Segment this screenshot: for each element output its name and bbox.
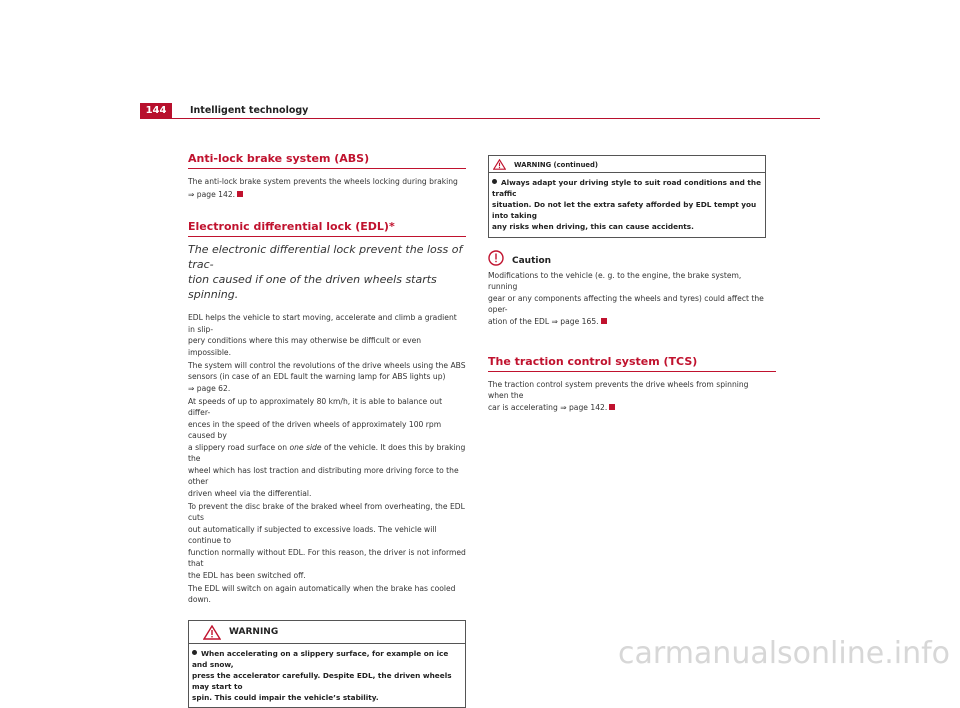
section-end-mark [601,318,607,324]
warning-body [189,643,465,708]
caution-text [488,270,766,328]
caution-line-3: ation of the EDL ⇒ page 165. [488,317,599,326]
header-rule [172,118,820,119]
edl-paragraph-2 [188,360,466,395]
abs-page-ref[interactable]: ⇒ page 142. [188,190,235,199]
warning-line-3: spin. This could impair the vehicle’s stability. [192,693,379,702]
warning-continued-text [492,177,762,232]
edl-p4-line-1: To prevent the disc brake of the braked wheel from overheating, the EDL cuts [188,502,465,523]
tcs-line-2: car is accelerating ⇒ page 142. [488,403,607,412]
warning-continued-body [489,172,765,237]
warning-continued-line-1: Always adapt your driving style to suit road conditions and the traffic [492,178,761,198]
footer-watermark: carmanualsonline.info [618,636,950,671]
left-column [188,152,466,708]
edl-p3-line-4: wheel which has lost traction and distributing more driving force to the other [188,466,459,487]
edl-heading: Electronic differential lock (EDL)* [188,220,466,237]
warning-triangle-icon [203,625,221,640]
warning-line-1: When accelerating on a slippery surface, for example on ice and snow, [192,649,448,669]
edl-p3-line-1: At speeds of up to approximately 80 km/h, it is able to balance out differ- [188,397,442,418]
edl-paragraph-1 [188,312,466,358]
warning-continued-header [489,156,765,172]
caution-line-2: gear or any components affecting the wheels and tyres) could affect the oper- [488,294,764,315]
edl-p2-page-ref[interactable]: ⇒ page 62. [188,384,230,393]
warning-box [188,620,466,708]
bullet-icon [492,179,497,184]
warning-text [192,648,462,703]
edl-p1-line-1: EDL helps the vehicle to start moving, accelerate and climb a gradient in slip- [188,313,457,334]
tcs-text [488,379,766,414]
tcs-heading: The traction control system (TCS) [488,355,776,372]
edl-p4-line-2: out automatically if subjected to excessive loads. The vehicle will continue to [188,525,437,546]
warning-continued-box [488,155,766,238]
edl-p3-line-3a: a slippery road surface on [188,443,289,452]
edl-p2-line-1: The system will control the revolutions of the drive wheels using the ABS [188,361,466,370]
edl-paragraph-3 [188,396,466,500]
edl-p2-line-2: sensors (in case of an EDL fault the warning lamp for ABS lights up) [188,372,446,381]
bullet-icon [192,650,197,655]
edl-paragraph-5: The EDL will switch on again automatically when the brake has cooled down. [188,583,466,606]
warning-continued-title: WARNING (continued) [514,161,598,169]
section-end-mark [609,404,615,410]
page-number: 144 [140,103,172,119]
abs-text-line-1: The anti-lock brake system prevents the wheels locking during braking [188,176,466,188]
right-column [488,155,766,415]
edl-p1-line-2: pery conditions where this may otherwise be difficult or even impossible. [188,336,421,357]
caution-header [488,250,766,266]
running-title: Intelligent technology [190,105,308,116]
warning-triangle-icon [493,159,506,170]
edl-paragraph-4 [188,501,466,582]
edl-subtitle [188,242,466,302]
edl-subtitle-line-1: The electronic differential lock prevent the loss of trac- [188,242,466,272]
abs-heading: Anti-lock brake system (ABS) [188,152,466,169]
warning-continued-line-3: any risks when driving, this can cause accidents. [492,222,694,231]
caution-exclamation-icon [488,250,504,266]
warning-line-2: press the accelerator carefully. Despite EDL, the driven wheels may start to [192,671,452,691]
warning-continued-line-2: situation. Do not let the extra safety afforded by EDL tempt you into taking [492,200,756,220]
tcs-line-1: The traction control system prevents the drive wheels from spinning when the [488,380,749,401]
edl-p4-line-3: function normally without EDL. For this reason, the driver is not informed that [188,548,466,569]
edl-p4-line-4: the EDL has been switched off. [188,571,306,580]
section-end-mark [237,191,243,197]
edl-p3-line-5: driven wheel via the differential. [188,489,311,498]
caution-line-1: Modifications to the vehicle (e. g. to the engine, the brake system, running [488,271,741,292]
edl-p3-line-3b: of the vehicle. It does this by braking the [188,443,465,464]
edl-p3-line-2: ences in the speed of the driven wheels of approximately 100 rpm caused by [188,420,441,441]
warning-header [189,621,465,643]
edl-p3-emphasis: one side [289,443,321,452]
caution-title: Caution [512,256,551,266]
edl-subtitle-line-2: tion caused if one of the driven wheels starts spinning. [188,272,466,302]
warning-title: WARNING [229,627,278,637]
abs-text-line-2 [188,189,466,201]
